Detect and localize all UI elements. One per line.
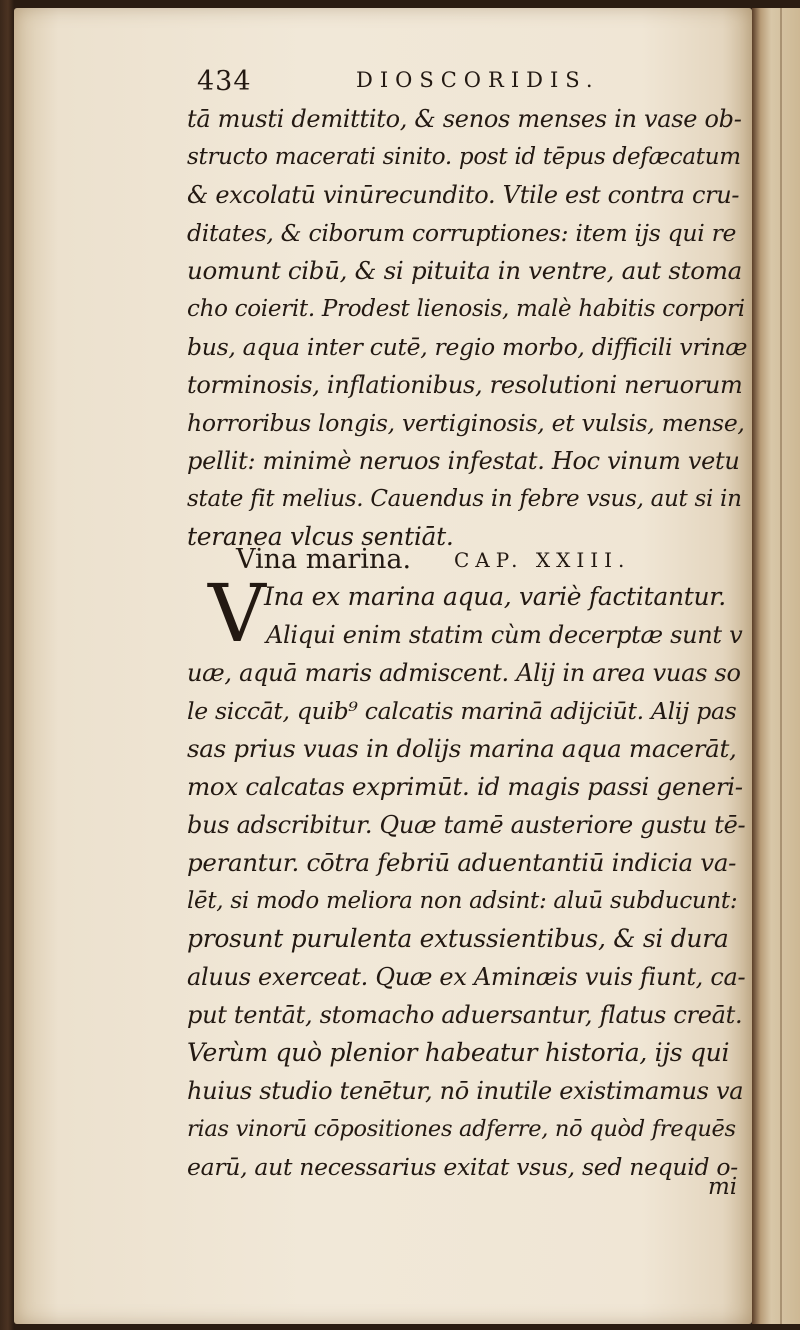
text-line: structo macerati sinito. post id tēpus defæcatum (187, 144, 741, 170)
text-line: aluus exerceat. Quæ ex Aminæis vuis fiunt, ca- (187, 963, 746, 991)
text-line: ditates, & ciborum corruptiones: item ijs qui re (187, 219, 737, 247)
text-line: sas prius vuas in dolijs marina aqua macerāt, (187, 734, 737, 763)
text-line: put tentāt, stomacho aduersantur, flatus creāt. (187, 1001, 743, 1029)
running-head: DIOSCORIDIS. (356, 68, 600, 92)
text-line: Verùm quò plenior habeatur historia, ijs qui (187, 1038, 730, 1067)
text-line: huius studio tenētur, nō inutile existimamus va (187, 1077, 744, 1105)
drop-cap-initial: V (208, 567, 266, 660)
text-line: rias vinorū cōpositiones adferre, nō quòd frequēs (187, 1116, 736, 1142)
text-line: tā musti demittito, & senos menses in vase ob- (187, 105, 742, 133)
text-line: horroribus longis, vertiginosis, et vulsis, mense, (187, 409, 745, 437)
adjacent-page-edge (752, 8, 800, 1324)
text-line: prosunt purulenta extussientibus, & si dura (187, 924, 729, 953)
text-line: le siccāt, quib⁹ calcatis marinā adijciūt. Alij pas (187, 697, 737, 725)
catchword: mi (708, 1174, 738, 1200)
text-line: torminosis, inflationibus, resolutioni neruorum (187, 371, 743, 399)
text-line: pellit: minimè neruos infestat. Hoc vinum vetu (187, 447, 740, 475)
chapter-number: CAP. XXIII. (454, 548, 631, 572)
text-line: perantur. cōtra febriū aduentantiū indicia va- (187, 848, 737, 877)
text-line: Aliqui enim statim cùm decerptæ sunt v (266, 621, 743, 649)
text-line: lēt, si modo meliora non adsint: aluū subducunt: (187, 888, 738, 914)
text-line: teranea vlcus sentiāt. (187, 522, 454, 551)
text-line: bus, aqua inter cutē, regio morbo, difficili vrinæ (187, 333, 748, 361)
text-line: state fit melius. Cauendus in febre vsus, aut si in (187, 486, 742, 512)
chapter-title: Vina marina. (236, 544, 412, 575)
text-line: cho coierit. Prodest lienosis, malè habitis corpori (187, 296, 745, 322)
text-line: uæ, aquā maris admiscent. Alij in area vuas so (187, 659, 741, 687)
text-line: mox calcatas exprimūt. id magis passi generi- (187, 772, 743, 801)
text-line: Ina ex marina aqua, variè factitantur. (264, 582, 726, 611)
page-number: 434 (197, 66, 252, 97)
text-line: uomunt cibū, & si pituita in ventre, aut stoma (187, 256, 742, 285)
text-line: & excolatū vinūrecundito. Vtile est contra cru- (187, 181, 740, 209)
book-page (14, 8, 752, 1324)
text-line: earū, aut necessarius exitat vsus, sed nequid o- (187, 1153, 738, 1181)
text-line: bus adscribitur. Quæ tamē austeriore gustu tē- (187, 811, 746, 839)
page-edge-line (780, 8, 782, 1324)
